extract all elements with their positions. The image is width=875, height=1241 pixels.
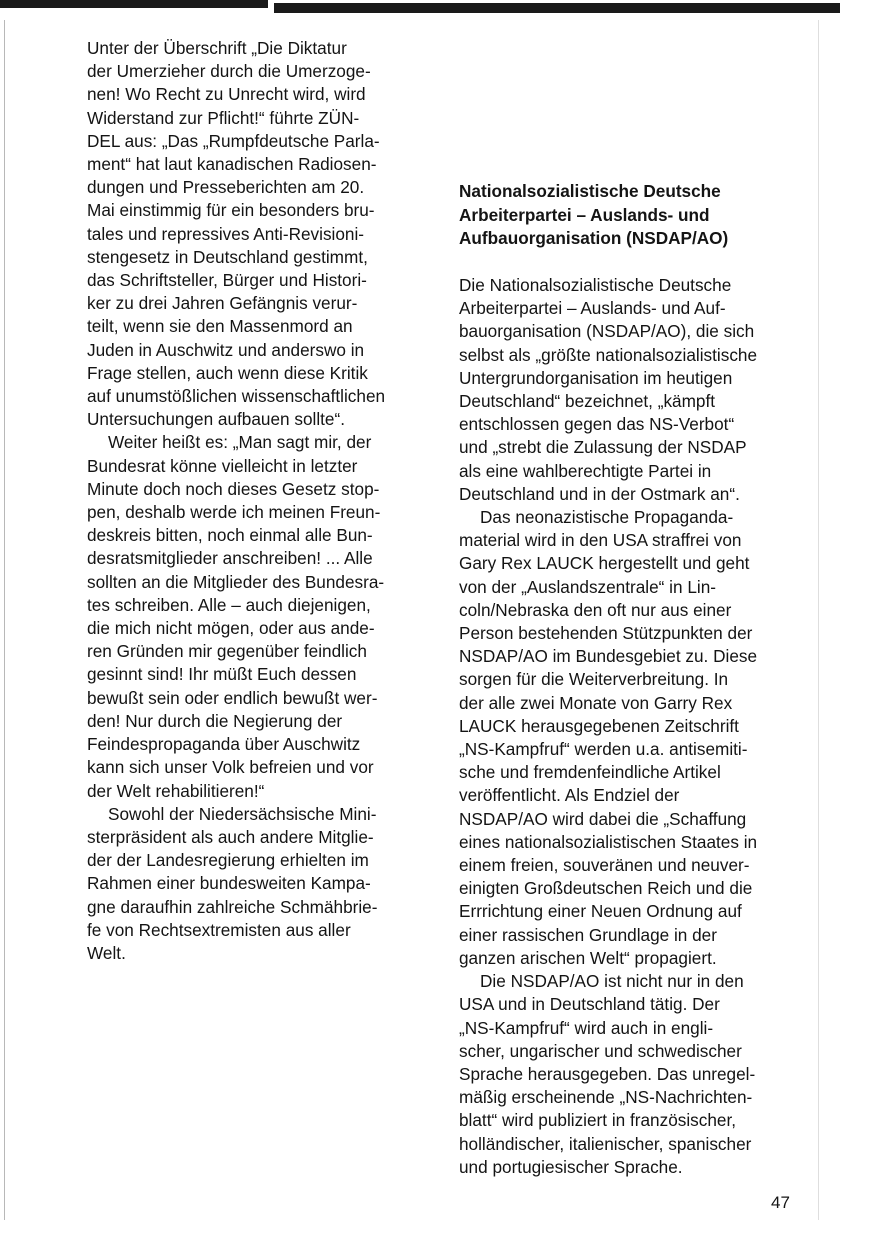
text-line: coln/Nebraska den oft nur aus einer [459,599,732,620]
text-line: Widerstand zur Pflicht!“ führte ZÜN- [87,107,360,128]
text-line: Minute doch noch dieses Gesetz stop- [87,478,380,499]
text-line: Sprache herausgegeben. Das unregel- [459,1063,756,1084]
text-line: teilt, wenn sie den Massenmord an [87,316,353,337]
text-line: sterpräsident als auch andere Mitglie- [87,826,374,847]
paragraph-left-1 [87,37,432,431]
text-line: der der Landesregierung erhielten im [87,850,369,871]
text-line: Person bestehenden Stützpunkten der [459,623,753,644]
text-line: NSDAP/AO wird dabei die „Schaffung [459,808,747,829]
text-line: desratsmitglieder anschreiben! ... Alle [87,548,373,569]
text-line: und „strebt die Zulassung der NSDAP [459,437,747,458]
text-line: blatt“ wird publiziert in französischer, [459,1110,737,1131]
text-line: Errrichtung einer Neuen Ordnung auf [459,901,742,922]
text-line: tales und repressives Anti-Revisioni- [87,223,365,244]
text-line: Das neonazistische Propaganda- [480,507,734,528]
text-line: LAUCK herausgegebenen Zeitschrift [459,715,739,736]
text-line: Juden in Auschwitz und anderswo in [87,339,365,360]
text-line: DEL aus: „Das „Rumpfdeutsche Parla- [87,130,380,151]
section-heading [459,180,804,251]
text-line: dungen und Presseberichten am 20. [87,177,365,198]
text-line: ker zu drei Jahren Gefängnis verur- [87,293,358,314]
text-line: als eine wahlberechtigte Partei in [459,460,712,481]
text-line: USA und in Deutschland tätig. Der [459,994,720,1015]
text-line: Deutschland und in der Ostmark an“. [459,483,740,504]
text-line: Mai einstimmig für ein besonders bru- [87,200,375,221]
text-line: der Umerzieher durch die Umerzoge- [87,61,371,82]
paragraph-left-3 [87,803,432,965]
text-line: die mich nicht mögen, oder aus ande- [87,618,375,639]
text-line: der alle zwei Monate von Garry Rex [459,692,733,713]
text-line: sche und fremdenfeindliche Artikel [459,762,721,783]
paragraph-right-1 [459,274,804,506]
text-line: Deutschland“ bezeichnet, „kämpft [459,391,716,412]
text-line: entschlossen gegen das NS-Verbot“ [459,414,735,435]
text-line: „NS-Kampfruf“ werden u.a. antisemiti- [459,739,748,760]
text-line: Welt. [87,942,126,963]
heading-line: Aufbauorganisation (NSDAP/AO) [459,228,729,249]
text-line: material wird in den USA straffrei von [459,530,742,551]
text-line: Untersuchungen aufbauen sollte“. [87,409,345,430]
right-column [459,274,804,1179]
text-line: pen, deshalb werde ich meinen Freun- [87,502,381,523]
text-line: Unter der Überschrift „Die Diktatur [87,38,347,58]
text-line: NSDAP/AO im Bundesgebiet zu. Diese [459,646,758,667]
text-line: gesinnt sind! Ihr müßt Euch dessen [87,664,357,685]
paragraph-right-3 [459,970,804,1179]
top-rule-right [274,3,840,13]
text-line: Die Nationalsozialistische Deutsche [459,275,732,295]
text-line: Rahmen einer bundesweiten Kampa- [87,873,371,894]
page-number: 47 [771,1193,790,1212]
text-line: Weiter heißt es: „Man sagt mir, der [108,432,372,453]
text-line: sollten an die Mitglieder des Bundesra- [87,571,385,592]
text-line: auf unumstößlichen wissenschaftlichen [87,386,386,407]
text-line: tes schreiben. Alle – auch diejenigen, [87,594,371,615]
heading-line: Nationalsozialistische Deutsche [459,181,721,201]
text-line: Feindespropaganda über Auschwitz [87,734,361,755]
text-line: kann sich unser Volk befreien und vor [87,757,374,778]
text-line: und portugiesischer Sprache. [459,1156,683,1177]
scan-edge-right [818,20,819,1220]
text-line: holländischer, italienischer, spanischer [459,1133,752,1154]
top-rule-left [0,0,268,8]
text-line: Die NSDAP/AO ist nicht nur in den [480,971,744,992]
text-line: ganzen arischen Welt“ propagiert. [459,947,717,968]
left-column [87,37,432,965]
text-line: eines nationalsozialistischen Staates in [459,831,758,852]
text-line: sorgen für die Weiterverbreitung. In [459,669,729,690]
text-line: nen! Wo Recht zu Unrecht wird, wird [87,84,366,105]
text-line: Sowohl der Niedersächsische Mini- [108,803,377,824]
text-line: gne daraufhin zahlreiche Schmähbrie- [87,896,378,917]
text-line: einigten Großdeutschen Reich und die [459,878,753,899]
text-line: bauorganisation (NSDAP/AO), die sich [459,321,755,342]
text-line: fe von Rechtsextremisten aus aller [87,919,351,940]
heading-line: Arbeiterpartei – Auslands- und [459,204,710,225]
text-line: Bundesrat könne vielleicht in letzter [87,455,358,476]
text-line: Untergrundorganisation im heutigen [459,367,733,388]
text-line: bewußt sein oder endlich bewußt wer- [87,687,378,708]
text-line: stengesetz in Deutschland gestimmt, [87,246,368,267]
text-line: Gary Rex LAUCK hergestellt und geht [459,553,750,574]
text-line: deskreis bitten, noch einmal alle Bun- [87,525,373,546]
text-line: ren Gründen mir gegenüber feindlich [87,641,367,662]
text-line: ment“ hat laut kanadischen Radiosen- [87,154,377,175]
text-line: „NS-Kampfruf“ wird auch in engli- [459,1017,714,1038]
text-line: der Welt rehabilitieren!“ [87,780,265,801]
text-line: scher, ungarischer und schwedischer [459,1040,742,1061]
text-line: einer rassischen Grundlage in der [459,924,717,945]
text-line: Frage stellen, auch wenn diese Kritik [87,362,368,383]
text-line: veröffentlicht. Als Endziel der [459,785,680,806]
text-line: einem freien, souveränen und neuver- [459,855,750,876]
text-line: den! Nur durch die Negierung der [87,710,343,731]
text-line: selbst als „größte nationalsozialistische [459,344,758,365]
paragraph-right-2 [459,506,804,970]
scan-edge-left [4,20,5,1220]
paragraph-left-2 [87,431,432,802]
text-line: Arbeiterpartei – Auslands- und Auf- [459,298,726,319]
text-line: das Schriftsteller, Bürger und Histori- [87,270,367,291]
text-line: mäßig erscheinende „NS-Nachrichten- [459,1087,753,1108]
text-line: von der „Auslandszentrale“ in Lin- [459,576,716,597]
